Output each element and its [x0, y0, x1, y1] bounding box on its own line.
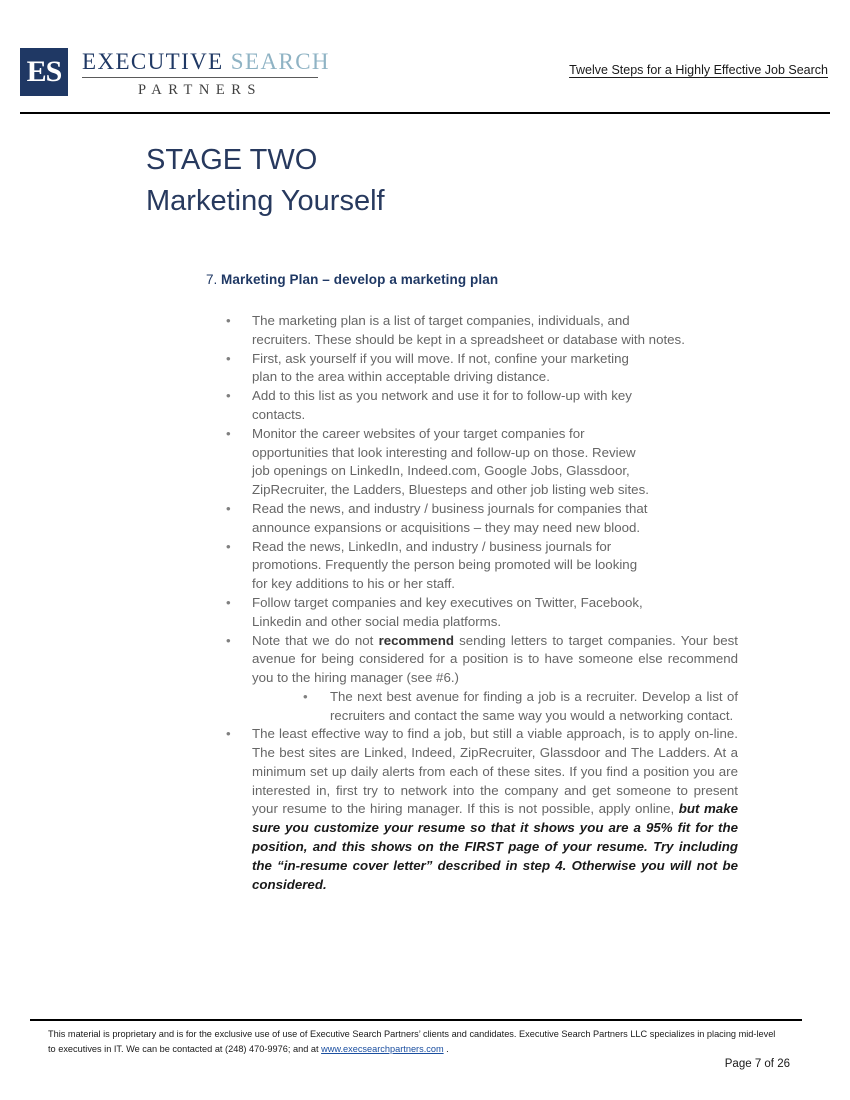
bullet-text-run: The least effective way to find a job, but still a viable approach, is to apply on-line. The best sites are Linked, Indeed, ZipRecruiter, Glassdoor and The Ladders. At a minimum set up daily alerts from each of these sites. If you find a position you are interested in, first try to network into the company and get someone to present your resume to the hiring manager. If this is not possible, apply online, [252, 726, 738, 817]
bullet-marker-icon: • [226, 726, 231, 742]
bullet-text [252, 726, 738, 891]
bullet-text-emphasis: but make sure you customize your resume so that it shows you are a 95% fit for the position, and this shows on the FIRST page of your resume. Try including the “in-resume cover letter” described in step 4. Otherwise you will not be considered. [252, 801, 738, 892]
bullet-marker-icon: • [303, 688, 308, 704]
page-header [0, 0, 850, 115]
footer-disclaimer [48, 1027, 780, 1056]
bullet-text: Read the news, and industry / business journals for companies that announce expansions or acquisitions – they may need new blood. [252, 500, 648, 535]
bullet-text: The marketing plan is a list of target companies, individuals, and recruiters. These should be kept in a spreadsheet or database with notes. [252, 313, 685, 347]
footer-text-after: . [443, 1043, 449, 1054]
bullet-text [252, 633, 738, 686]
logo-word-executive: EXECUTIVE [82, 49, 224, 74]
bullet-item [0, 632, 850, 688]
bullet-marker-icon: • [226, 500, 231, 516]
bullet-item [0, 500, 850, 538]
footer-website-link[interactable]: www.execsearchpartners.com [321, 1043, 444, 1054]
bullet-text: Add to this list as you network and use it for to follow-up with key contacts. [252, 388, 632, 422]
logo-wordmark [82, 48, 330, 99]
sub-bullet-item [0, 688, 850, 725]
logo-line-primary [82, 50, 330, 74]
company-logo [20, 48, 330, 99]
bullet-item [0, 594, 850, 632]
bullet-marker-icon: • [226, 425, 231, 441]
footer-divider [30, 1019, 802, 1021]
stage-title-line-1: STAGE TWO [146, 144, 318, 176]
section-number: 7. [206, 272, 218, 287]
bullet-item [0, 425, 850, 500]
bullet-text-emphasis: recommend [378, 632, 454, 648]
section-title: Marketing Plan – develop a marketing plan [221, 272, 499, 287]
section-body [0, 312, 850, 894]
stage-title-line-2: Marketing Yourself [146, 185, 385, 218]
bullet-item [0, 725, 850, 894]
bullet-marker-icon: • [226, 388, 231, 404]
page-number: Page 7 of 26 [724, 1058, 790, 1070]
bullet-text-run: sending letters to target companies. Your best avenue for being considered for a position is to have someone else recommend you to the hiring manager (see #6.) [252, 632, 738, 686]
logo-divider [82, 77, 318, 78]
bullet-item [0, 350, 850, 388]
bullet-marker-icon: • [226, 350, 231, 366]
bullet-marker-icon: • [226, 632, 231, 648]
bullet-marker-icon: • [226, 594, 231, 610]
logo-word-search: SEARCH [230, 49, 330, 74]
section-heading [206, 272, 498, 287]
bullet-text: Follow target companies and key executives on Twitter, Facebook, Linkedin and other social media platforms. [252, 594, 643, 629]
bullet-item [0, 538, 850, 594]
bullet-marker-icon: • [226, 538, 231, 554]
bullet-text-run: Note that we do not [252, 632, 379, 648]
logo-word-partners: PARTNERS [138, 82, 262, 99]
logo-mark-icon: ES [20, 48, 68, 96]
bullet-marker-icon: • [226, 313, 231, 328]
bullet-text: The next best avenue for finding a job is a recruiter. Develop a list of recruiters and contact the same way you would a networking contact. [330, 688, 738, 723]
header-divider [20, 112, 830, 114]
footer-text-before: This material is proprietary and is for the exclusive use of use of Executive Search Partners’ clients and candidates. Executive Search Partners LLC specializes in placing mid-level to executives in IT. We can be contacted at (248) 470-9976; and at [48, 1029, 776, 1054]
bullet-text: Read the news, LinkedIn, and industry / business journals for promotions. Frequently the person being promoted will be looking for key additions to his or her staff. [252, 538, 638, 592]
page-title [146, 140, 385, 222]
bullet-item [0, 387, 850, 425]
bullet-text: Monitor the career websites of your target companies for opportunities that look interesting and follow-up on those. Review job openings on LinkedIn, Indeed.com, Google Jobs, Glassdoor, ZipRecruiter, the Ladders, Bluesteps and other job listing web sites. [252, 425, 649, 498]
bullet-item [0, 312, 850, 350]
bullet-text: First, ask yourself if you will move. If not, confine your marketing plan to the area within acceptable driving distance. [252, 350, 629, 385]
document-title: Twelve Steps for a Highly Effective Job Search [569, 63, 828, 77]
